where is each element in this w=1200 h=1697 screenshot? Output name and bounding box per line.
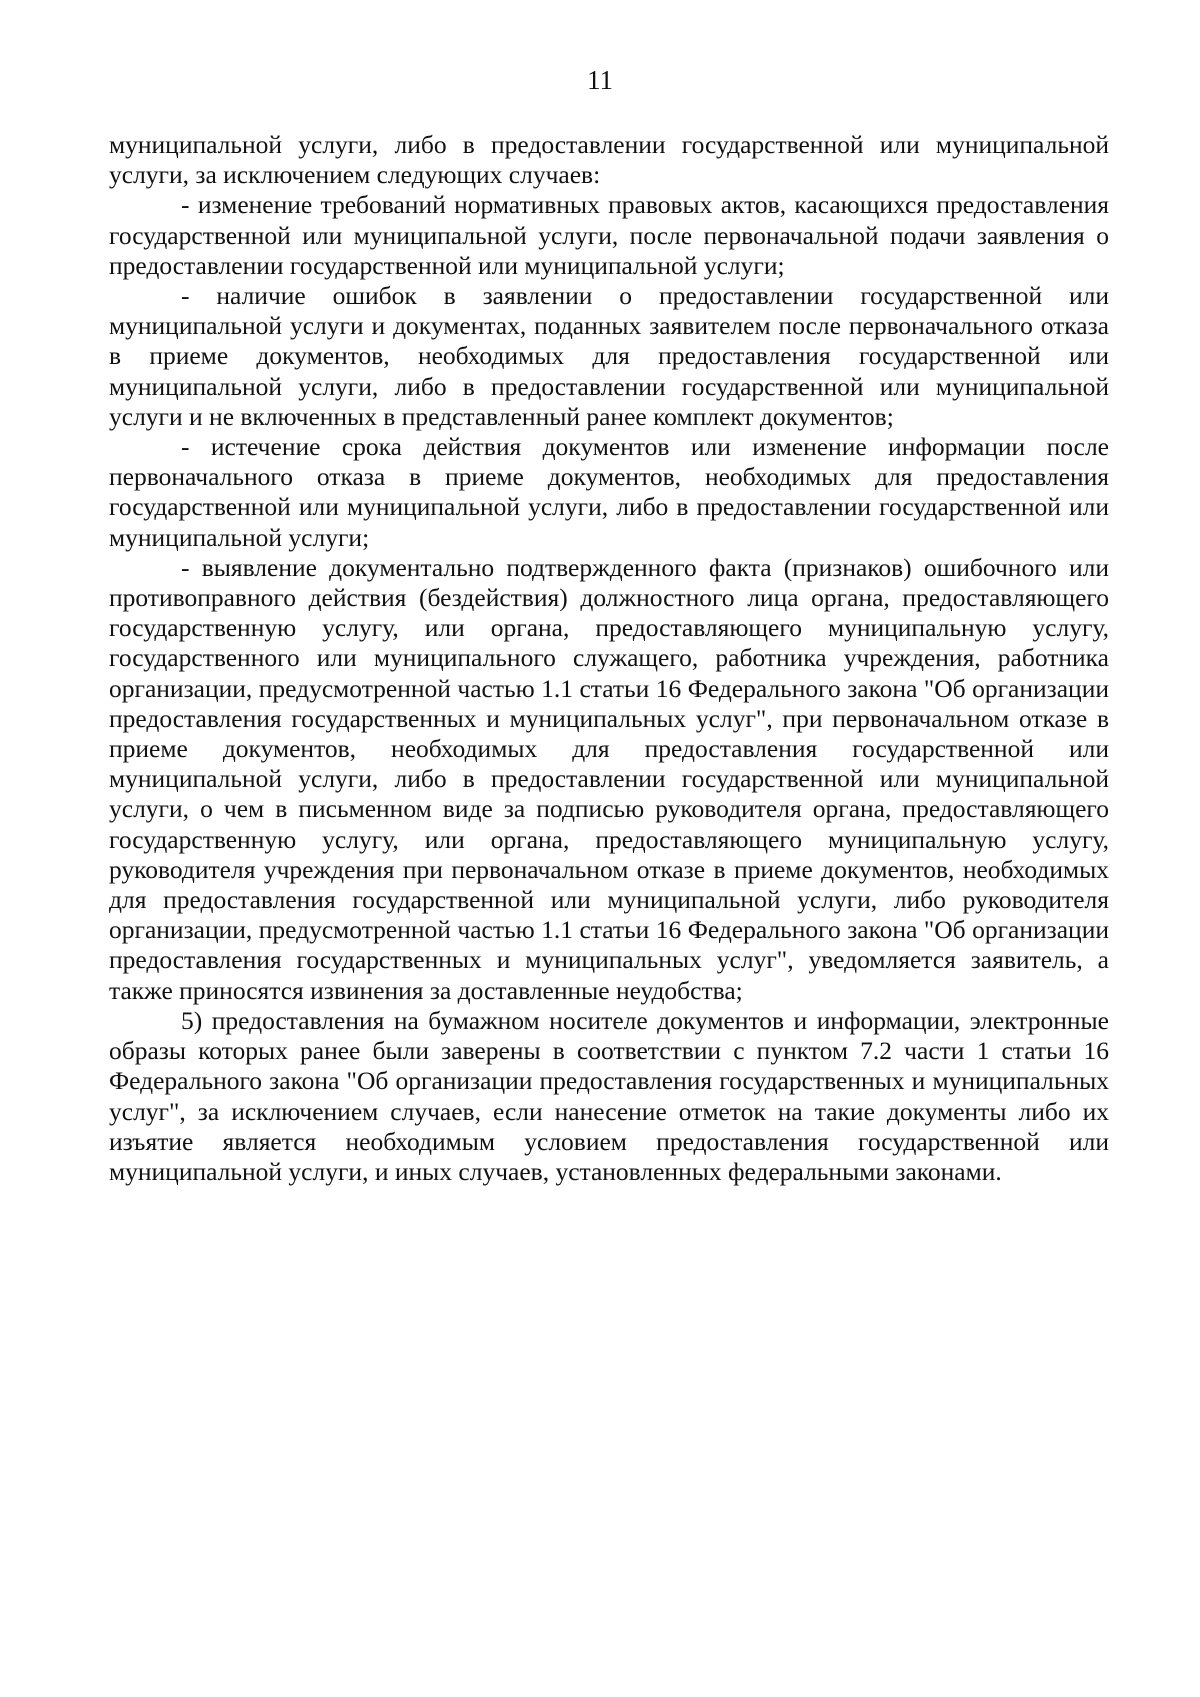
paragraph-item-erroneous-action: - выявление документально подтвержденного факта (признаков) ошибочного или противоправного действия (бездействия) должностного лица органа, предоставляющего государственную услугу, или органа, предоставляющего муниципальную услугу, государственного или муниципального служащего, работника учреждения, работника организации, предусмотренной частью 1.1 статьи 16 Федерального закона "Об организации предоставления государственных и муниципальных услуг", при первоначальном отказе в приеме документов, необходимых для предоставления государственной или муниципальной услуги, либо в предоставлении государственной или муниципальной услуги, о чем в письменном виде за подписью руководителя органа, предоставляющего государственную услугу, или органа, предоставляющего муниципальную услугу, руководителя учреждения при первоначальном отказе в приеме документов, необходимых для предоставления государственной или муниципальной услуги, либо руководителя организации, предусмотренной частью 1.1 статьи 16 Федерального закона "Об организации предоставления государственных и муниципальных услуг", уведомляется заявитель, а также приносятся извинения за доставленные неудобства;: [109, 552, 1109, 1005]
paragraph-item-application-errors: - наличие ошибок в заявлении о предоставлении государственной или муниципальной услуги и документах, поданных заявителем после первоначального отказа в приеме документов, необходимых для предоставления государственной или муниципальной услуги, либо в предоставлении государственной или муниципальной услуги и не включенных в представленный ранее комплект документов;: [109, 281, 1109, 431]
paragraph-item-5-paper-documents: 5) предоставления на бумажном носителе документов и информации, электронные образы которых ранее были заверены в соответствии с пунктом 7.2 части 1 статьи 16 Федерального закона "Об организации предоставления государственных и муниципальных услуг", за исключением случаев, если нанесение отметок на такие документы либо их изъятие является необходимым условием предоставления государственной или муниципальной услуги, и иных случаев, установленных федеральными законами.: [109, 1005, 1109, 1186]
document-body: [109, 130, 1109, 1187]
paragraph-item-documents-expiry: - истечение срока действия документов или изменение информации после первоначального отказа в приеме документов, необходимых для предоставления государственной или муниципальной услуги, либо в предоставлении государственной или муниципальной услуги;: [109, 432, 1109, 552]
paragraph-item-requirements-change: - изменение требований нормативных правовых актов, касающихся предоставления государственной или муниципальной услуги, после первоначальной подачи заявления о предоставлении государственной или муниципальной услуги;: [109, 190, 1109, 280]
page-number: 11: [587, 65, 613, 95]
paragraph-continuation: муниципальной услуги, либо в предоставлении государственной или муниципальной услуги, за исключением следующих случаев:: [109, 130, 1109, 190]
